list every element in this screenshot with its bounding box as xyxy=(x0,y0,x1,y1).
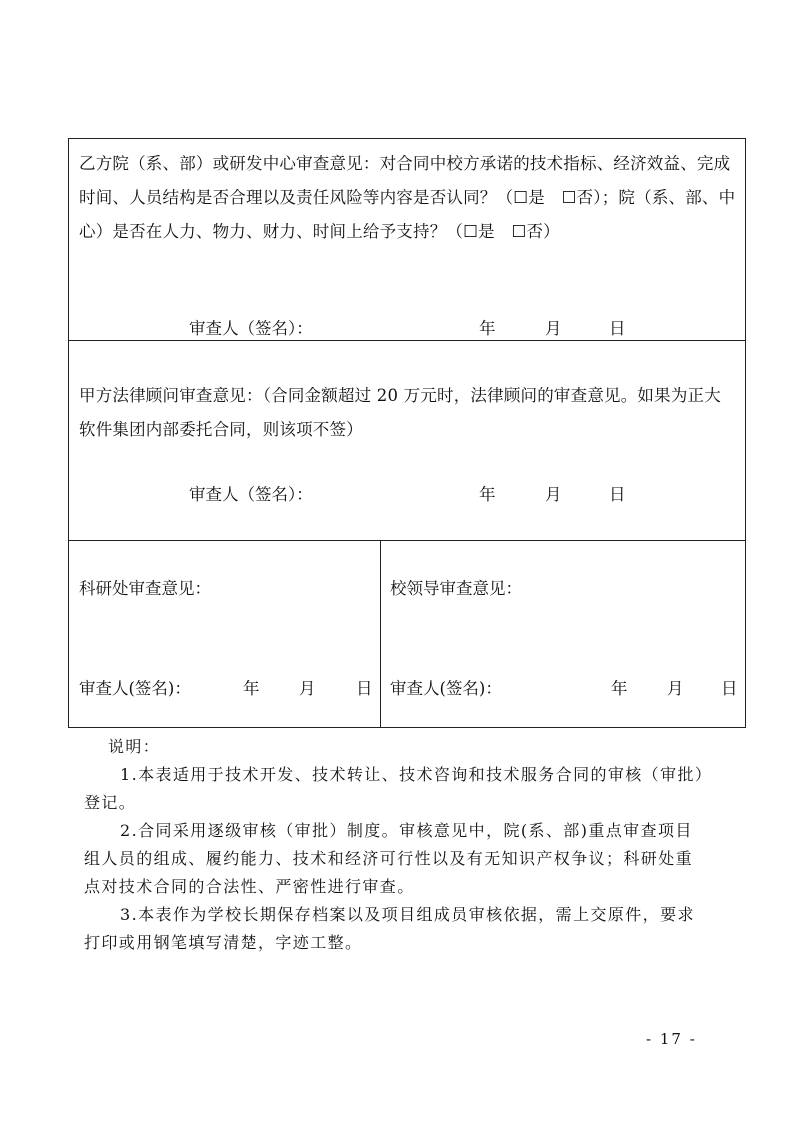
year-label: 年 xyxy=(243,679,260,698)
note-item-3: 3.本表作为学校长期保存档案以及项目组成员审核依据，需上交原件，要求打印或用钢笔填写清楚，字迹工整。 xyxy=(84,905,695,952)
school-leader-opinion-title: 校领导审查意见： xyxy=(390,579,522,598)
day-label: 日 xyxy=(721,679,738,698)
day-label: 日 xyxy=(609,485,626,504)
final-review-section xyxy=(69,541,745,727)
year-label: 年 xyxy=(479,319,496,338)
party-b-department-review-section xyxy=(69,139,745,341)
page-number: - 17 - xyxy=(646,1030,697,1048)
month-label: 月 xyxy=(667,679,684,698)
year-label: 年 xyxy=(479,485,496,504)
note-item-1: 1.本表适用于技术开发、技术转让、技术咨询和技术服务合同的审核（审批）登记。 xyxy=(84,765,705,812)
day-label: 日 xyxy=(356,679,373,698)
column-divider xyxy=(380,541,381,727)
month-label: 月 xyxy=(299,679,316,698)
party-a-legal-review-section xyxy=(69,341,745,541)
day-label: 日 xyxy=(609,319,626,338)
reviewer-signature-label: 审查人（签名）： xyxy=(189,319,313,338)
review-form-table xyxy=(68,138,746,728)
year-label: 年 xyxy=(611,679,628,698)
school-leader-reviewer-label: 审查人(签名)： xyxy=(390,679,502,698)
party-b-opinion-text: 乙方院（系、部）或研发中心审查意见：对合同中校方承诺的技术指标、经济效益、完成时间、人员结构是否合理以及责任风险等内容是否认同？（☐是 ☐否）；院（系、部、中心）是否在人力、物力、财力、时间上给予支持？（☐是 ☐否） xyxy=(79,154,736,241)
month-label: 月 xyxy=(545,319,562,338)
research-office-opinion-title: 科研处审查意见： xyxy=(79,579,211,598)
legal-opinion-text: 甲方法律顾问审查意见：（合同金额超过 20 万元时，法律顾问的审查意见。如果为正大软件集团内部委托合同，则该项不签） xyxy=(79,386,721,439)
notes-section xyxy=(84,733,708,957)
notes-title: 说明： xyxy=(108,737,161,756)
research-office-reviewer-label: 审查人(签名)： xyxy=(79,679,191,698)
month-label: 月 xyxy=(545,485,562,504)
reviewer-signature-label: 审查人（签名）： xyxy=(189,485,313,504)
note-item-2: 2.合同采用逐级审核（审批）制度。审核意见中，院(系、部)重点审查项目组人员的组成、履约能力、技术和经济可行性以及有无知识产权争议；科研处重点对技术合同的合法性、严密性进行审查。 xyxy=(84,821,694,896)
